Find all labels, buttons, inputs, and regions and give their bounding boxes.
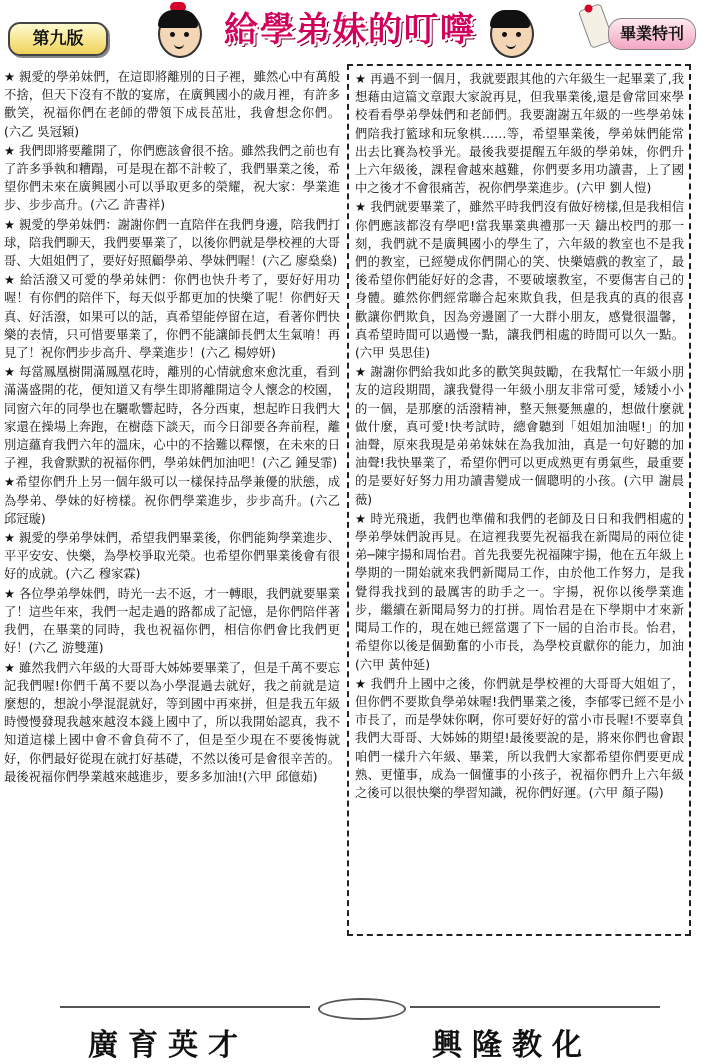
footer-divider xyxy=(60,1000,660,1014)
section-badge: 畢業特刊 xyxy=(608,18,696,50)
message-item: ★ 親愛的學弟妹們：謝謝你們一直陪伴在我們身邊，陪我們打球，陪我們聊天，我們要畢業了，以後你們就是學校裡的大哥哥、大姐姐們了，要好好照顧學弟、學妹們喔！(六乙 廖燊燊) xyxy=(4,217,340,269)
message-item: ★ 時光飛逝，我們也準備和我們的老師及日日和我們相處的學弟學妹們說再見。在這裡我要先祝福我在新聞局的兩位徒弟─陳宇揚和周怡君。首先我要先祝福陳宇揚，他在五年級上學期的一開始就來我們新聞局工作，由於他工作努力，是我覺得我找到的最厲害的助手之一。宇揚，祝你以後學業進步，繼續在新聞局努力的打拼。周怡君是在下學期中才來新聞局工作的，現在她已經當選了下一屆的自治市長。怡君，希望你以後是個勤奮的小市長，為學校貢獻你的能力，加油(六甲 黃仲延) xyxy=(355,511,684,672)
message-item: ★ 我們就要畢業了，雖然平時我們沒有做好榜樣,但是我相信你們應該都沒有學吧!當我畢業典禮那一天 鑄出校門的那一刻，我們就不是廣興國小的學生了，六年級的教室也不是我們的教室，已經變成你們開心的笑、快樂嬉戲的教室了，最後希望你們能好好的念書，不要破壞教室，不要傷害自己的身體。雖然你們經常聯合起來欺負我，但是我真的真的很喜歡讓你們欺負，因為旁邊圍了一大群小朋友，感覺很溫馨，真希望時間可以過慢一點，讓我們相處的時間可以久一點。(六甲 吳思佳) xyxy=(355,200,684,361)
ornament-icon xyxy=(318,998,406,1020)
motto-left: 廣育英才 xyxy=(88,1028,248,1063)
page-header xyxy=(0,0,703,62)
message-item: ★ 親愛的學弟妹們，在這即將離別的日子裡，雖然心中有萬般不捨，但天下沒有不散的宴席，在廣興國小的歲月裡，有許多歡笑，祝福你們在老師的帶領下成長茁壯，我會想念你們。(六乙 吳冠穎) xyxy=(4,70,340,139)
message-item: ★ 再過不到一個月，我就要跟其他的六年級生一起畢業了,我想藉由這篇文章跟大家說再見，但我畢業後,還是會常回來學校看看學弟學妹們和老師們。我要謝謝五年級的一些學弟妹們陪我打籃球和玩象棋……等，希望畢業後，學弟妹們能常出去比賽為校爭光。最後我要提醒五年級的學弟妹，你們升上六年級後，課程會越來越難，你們要多用功讀書，上了國中之後才不會很痛苦，祝你們學業進步。(六甲 劉人愷) xyxy=(355,72,684,196)
message-item: ★ 我們升上國中之後，你們就是學校裡的大哥哥大姐姐了，但你們不要欺負學弟妹喔!我們畢業之後，李郁零已經不是小市長了，而是學妹你啊，你可要好好的當小市長喔!不要辜負我們大哥哥、大姊姊的期望!最後要說的是，將來你們也會跟咱們一樣升六年級、畢業，所以我們大家都希望你們要更成熟、更懂事，成為一個懂事的小孩子，祝福你們升上六年級之後可以很快樂的學習知識，祝你們好運。(六甲 顏子陽) xyxy=(355,676,684,800)
message-item: ★ 謝謝你們給我如此多的歡笑與鼓勵，在我幫忙一年級小朋友的這段期間，讓我覺得一年級小朋友非常可愛，矮矮小小的一個，是那麼的活潑精神，整天無憂無慮的，想做什麼就做什麼，真可愛!快考試時，總會聽到「姐姐加油喔!」的加油聲，原來我現是弟弟妹妹在為我加油，真是一句好聽的加油聲!我快畢業了，希望你們可以更成熟更有勇氣些，最重要的是要好好努力用功讀書變成一個聰明的小孩。(六甲 謝晨薇) xyxy=(355,365,684,507)
right-column-boxed xyxy=(347,64,691,936)
page-title: 給學弟妹的叮嚀 xyxy=(224,10,476,50)
message-item: ★希望你們升上另一個年級可以一樣保持品學兼優的狀態，成為學弟、學妹的好榜樣。祝你們學業進步，步步高升。(六乙 邱冠璇) xyxy=(4,475,340,526)
message-item: ★ 給活潑又可愛的學弟妹們：你們也快升考了，要好好用功喔！有你們的陪伴下，每天似乎都更加的快樂了呢！你們好天真、好活潑，如果可以的話，真希望能停留在這，看著你們快樂的表情，只可惜要畢業了，你們不能讓師長們太生氣唷！再見了！祝你們步步高升、學業進步！(六乙 楊婷妍) xyxy=(4,273,340,361)
message-item: ★ 親愛的學弟學妹們，希望我們畢業後，你們能夠學業進步、平平安安、快樂，為學校爭取光榮。也希望你們畢業後會有很好的成就。(六乙 穆家霖) xyxy=(4,531,340,582)
left-column xyxy=(4,68,340,787)
girl-face-icon xyxy=(158,10,202,58)
message-item: ★ 每當鳳凰樹開滿鳳凰花時，離別的心情就愈來愈沈重，看到滿滿盛開的花，便知道又有學生即將離開這令人懷念的校園，同窗六年的同學也在驪歌響起時，各分西東，想起昨日我們大家還在操場上奔跑，在樹蔭下談天，而今日卻要各奔前程，離別這蘊育我們六年的溫床，心中的不捨難以釋懷，在未來的日子裡，我會默默的祝福你們，學弟妹們加油吧！(六乙 鍾旻霏) xyxy=(4,365,340,471)
message-item: ★ 各位學弟學妹們，時光一去不返，才一轉眼，我們就要畢業了！這些年來，我們一起走過的路都成了記憶，是你們陪伴著我們，在畢業的同時，我也祝福你們，相信你們會比我們更好！(六乙 游雙蓮) xyxy=(4,586,340,656)
motto-right: 興隆教化 xyxy=(432,1028,592,1063)
message-item: ★ 雖然我們六年級的大哥哥大姊姊要畢業了，但是千萬不要忘記我們喔!你們千萬不要以為小學混過去就好，我之前就是這麼想的，想說小學混混就好，等到國中再來拼，但是我五年級時慢慢發現我越來越沒本錢上國中了，所以我開始認真，我不知道這樣上國中會不會負荷不了，但是至少現在不要後悔就好，你們最好從現在就打好基礎，不然以後可是會很辛苦的。最後祝福你們學業越來越進步，要多多加油!(六甲 邱億茹) xyxy=(4,660,340,784)
message-item: ★ 我們即將要離開了，你們應該會很不捨。雖然我們之前也有了許多爭執和糟蹋，可是現在都不計較了，我們畢業之後，希望你們未來在廣興國小可以爭取更多的榮耀，祝大家：學業進步、步步高升。(六乙 許書祥) xyxy=(4,143,340,213)
issue-badge: 第九版 xyxy=(8,22,108,56)
boy-face-icon xyxy=(490,10,534,58)
